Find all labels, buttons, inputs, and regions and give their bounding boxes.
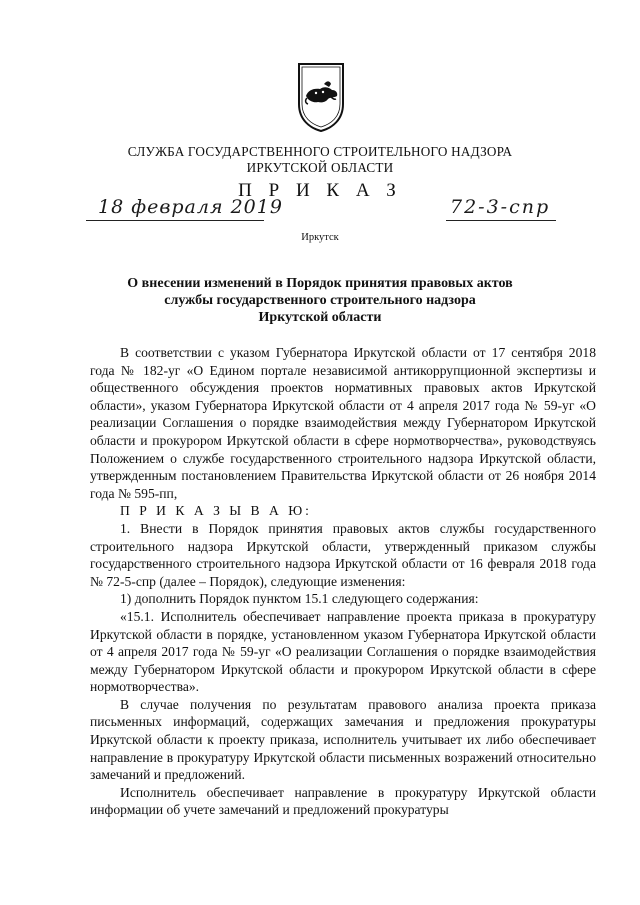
paragraph-remarks: В случае получения по результатам правового анализа проекта приказа письменных информаций, содержащих замечания и предложения прокуратуры Иркутской области к проекту приказа, исполнитель учитывает их либо обеспечивает направление в прокуратуру Иркутской области письменных возражений относительно замечаний и предложений. <box>90 696 596 783</box>
handwritten-order-number: 72-3-спр <box>450 196 551 218</box>
date-underline <box>86 220 264 221</box>
document-heading-line3: Иркутской области <box>258 310 382 325</box>
handwritten-date: 18 февраля 2019 <box>98 196 283 218</box>
coat-of-arms-irkutsk-emblem <box>296 62 346 132</box>
city-name: Иркутск <box>301 232 339 243</box>
order-word: П Р И К А З Ы В А Ю: <box>120 503 312 519</box>
paragraph-clause-15-1: «15.1. Исполнитель обеспечивает направление проекта приказа в прокуратуру Иркутской области в порядке, установленном указом Губернатора Иркутской области от 4 апреля 2017 года № 59-уг «О реализации Соглашения о порядке взаимодействия между Губернатором Иркутской области и прокурором Иркутской области в сфере нормотворчества». <box>90 608 596 695</box>
preamble-paragraph: В соответствии с указом Губернатора Иркутской области от 17 сентября 2018 года № 182-уг «О Едином портале независимой антикоррупционной экспертизы и общественного обсуждения проектов нормативных правовых актов Иркутской области», указом Губернатора Иркутской области от 4 апреля 2017 года № 59-уг «О реализации Соглашения о порядке взаимодействия между Губернатором Иркутской области и прокурором Иркутской области в сфере нормотворчества», руководствуясь Положением о службе государственного строительного надзора Иркутской области, утвержденным постановлением Правительства Иркутской области от 26 ноября 2014 года № 595-пп, <box>90 345 596 501</box>
paragraph-executor: Исполнитель обеспечивает направление в прокуратуру Иркутской области информации об учете замечаний и предложений прокуратуры <box>90 784 596 818</box>
document-heading-line1: О внесении изменений в Порядок принятия правовых актов <box>127 276 513 291</box>
document-body <box>90 344 596 819</box>
number-underline <box>446 220 556 221</box>
paragraph-subitem-1: 1) дополнить Порядок пунктом 15.1 следующего содержания: <box>120 591 479 607</box>
document-heading-line2: службы государственного строительного надзора <box>164 293 476 308</box>
document-type-title: П Р И К А З <box>238 180 402 201</box>
agency-name-line2: ИРКУТСКОЙ ОБЛАСТИ <box>246 160 394 175</box>
agency-name-line1: СЛУЖБА ГОСУДАРСТВЕННОГО СТРОИТЕЛЬНОГО НАДЗОРА <box>127 144 513 159</box>
paragraph-item-1: 1. Внести в Порядок принятия правовых актов службы государственного строительного надзора Иркутской области, утвержденный приказом службы государственного строительного надзора Иркутской области от 16 февраля 2018 года № 72-5-спр (далее – Порядок), следующие изменения: <box>90 520 596 589</box>
